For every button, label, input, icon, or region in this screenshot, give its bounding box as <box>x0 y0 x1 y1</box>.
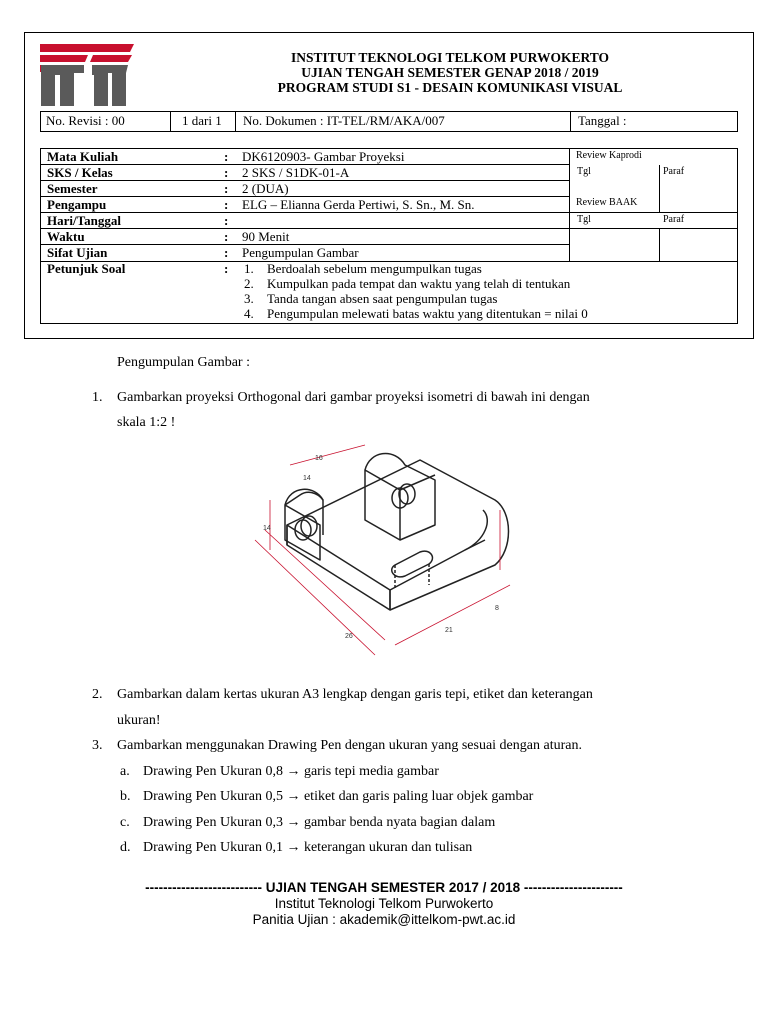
revision-row <box>40 111 738 132</box>
review-baak-paraf: Paraf <box>663 214 685 225</box>
question-1: Gambarkan proyeksi Orthogonal dari gambar proyeksi isometri di bawah ini dengan <box>117 390 590 405</box>
review-baak: Review BAAK <box>576 197 638 208</box>
question-3: Gambarkan menggunakan Drawing Pen dengan ukuran yang sesuai dengan aturan. <box>117 738 582 753</box>
label-sifat-ujian: Sifat Ujian <box>47 245 108 260</box>
document-number: No. Dokumen : IT-TEL/RM/AKA/007 <box>243 113 445 128</box>
header-institute: INSTITUT TEKNOLOGI TELKOM PURWOKERTO <box>290 50 609 65</box>
value-waktu: 90 Menit <box>242 229 290 244</box>
svg-text:16: 16 <box>315 455 323 462</box>
label-pengampu: Pengampu <box>47 197 107 212</box>
date-field: Tanggal : <box>578 113 627 128</box>
isometric-drawing <box>245 440 520 680</box>
header-program: PROGRAM STUDI S1 - DESAIN KOMUNIKASI VISUAL <box>277 80 623 95</box>
review-kaprodi-tgl: Tgl <box>577 166 591 177</box>
page-count: 1 dari 1 <box>182 113 222 128</box>
sub-item-c: Drawing Pen Ukuran 0,3 → gambar benda nyata bagian dalam <box>143 815 496 830</box>
question-1-cont: skala 1:2 ! <box>117 415 176 430</box>
label-sks-kelas: SKS / Kelas <box>47 165 113 180</box>
header-exam: UJIAN TENGAH SEMESTER GENAP 2018 / 2019 <box>301 65 599 80</box>
question-2: Gambarkan dalam kertas ukuran A3 lengkap dengan garis tepi, etiket dan keterangan <box>117 687 593 702</box>
revision-number: No. Revisi : 00 <box>46 113 125 128</box>
question-2-cont: ukuran! <box>117 713 161 728</box>
value-pengampu: ELG – Elianna Gerda Pertiwi, S. Sn., M. Sn. <box>242 197 475 212</box>
sub-item-a: Drawing Pen Ukuran 0,8 → garis tepi media gambar <box>143 764 439 779</box>
value-sks-kelas: 2 SKS / S1DK-01-A <box>242 165 350 180</box>
svg-text:26: 26 <box>345 633 353 640</box>
label-hari-tanggal: Hari/Tanggal <box>47 213 121 228</box>
sub-item-d: Drawing Pen Ukuran 0,1 → keterangan ukuran dan tulisan <box>143 840 473 855</box>
footer-institute: Institut Teknologi Telkom Purwokerto <box>274 896 494 911</box>
value-sifat-ujian: Pengumpulan Gambar <box>242 245 359 260</box>
course-info-table: Mata Kuliah : DK6120903- Gambar Proyeksi SKS / Kelas : 2 SKS / S1DK-01-A Semester : 2 (DUA) Pengampu : ELG – Elianna Gerda Pertiwi, S. Sn., M. Sn. Hari/Tanggal : Waktu : 90 Menit Sifat Ujian : Pengumpulan Gambar Petunjuk Soal : 1. Berdoalah sebelum mengumpulkan tugas 2. Kumpulkan pada tempat dan waktu yang telah di tentukan 3. Tanda tangan absen saat pengumpulan tugas 4. Pengumpulan melewati batas waktu yang ditentukan = nilai 0 Review Kaprodi Tgl Paraf Review BAAK Tgl Paraf <box>40 148 738 324</box>
label-semester: Semester <box>47 181 98 196</box>
svg-text:21: 21 <box>445 627 453 634</box>
sub-item-b: Drawing Pen Ukuran 0,5 → etiket dan garis paling luar objek gambar <box>143 789 534 804</box>
review-kaprodi-paraf: Paraf <box>663 166 685 177</box>
label-mata-kuliah: Mata Kuliah <box>47 149 119 164</box>
svg-text:14: 14 <box>263 525 271 532</box>
footer-contact: Panitia Ujian : akademik@ittelkom-pwt.ac.id <box>252 912 516 927</box>
label-waktu: Waktu <box>47 229 85 244</box>
review-baak-tgl: Tgl <box>577 214 591 225</box>
value-mata-kuliah: DK6120903- Gambar Proyeksi <box>242 149 405 164</box>
label-petunjuk-soal: Petunjuk Soal <box>47 261 126 276</box>
intro-text: Pengumpulan Gambar : <box>117 355 250 370</box>
value-semester: 2 (DUA) <box>242 181 289 196</box>
svg-text:8: 8 <box>495 605 499 612</box>
svg-text:14: 14 <box>303 475 311 482</box>
review-kaprodi: Review Kaprodi <box>576 150 642 161</box>
telkom-logo <box>38 42 138 108</box>
footer-exam-title: -------------------------- UJIAN TENGAH SEMESTER 2017 / 2018 ---------------------- <box>145 880 623 895</box>
